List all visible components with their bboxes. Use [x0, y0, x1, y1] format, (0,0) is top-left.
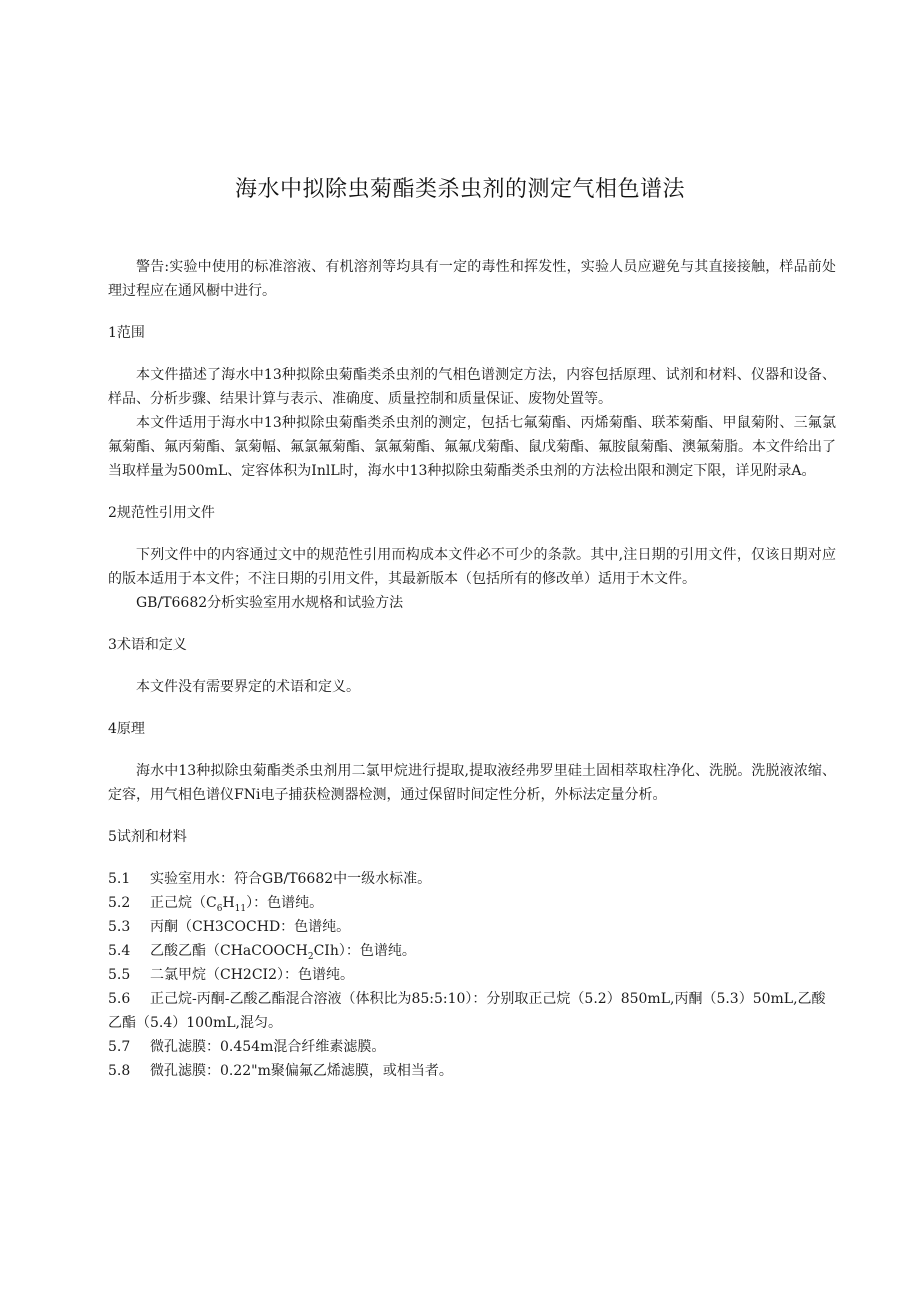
section-heading-normative-references: 2规范性引用文件 — [108, 505, 215, 521]
reagent-item-text: 微孔滤膜：0.22"m聚偏氟乙烯滤膜，或相当者。 — [150, 1063, 453, 1079]
section-heading-reagents: 5试剂和材料 — [108, 829, 187, 845]
section-heading-scope: 1范围 — [108, 325, 145, 341]
reagent-item — [108, 939, 836, 963]
reagent-item-number: 5.1 — [108, 871, 131, 887]
reagent-item — [108, 987, 836, 1035]
reagent-item-text: 实验室用水：符合GB/T6682中一级水标准。 — [150, 871, 432, 887]
reagent-item — [108, 867, 836, 891]
reagent-item — [108, 915, 836, 939]
reagent-item — [108, 1059, 836, 1083]
reagent-item-number: 5.4 — [108, 943, 131, 959]
reagent-item-text: 正己烷$(C_6H_{11})$：色谱纯。 — [150, 895, 324, 914]
reagent-item — [108, 1035, 836, 1059]
document-title: 海水中拟除虫菊酯类杀虫剂的测定气相色谱法 — [234, 177, 685, 202]
reagent-item-text: 乙酸乙酯（CHaCOOCH$_2$CIh）：色谱纯。 — [150, 943, 416, 962]
reagent-item-text: 二氯甲烷（CH2CI2）：色谱纯。 — [150, 967, 354, 983]
reagent-item-text: 微孔滤膜：0.454m混合纤维素滤膜。 — [150, 1039, 386, 1055]
reagent-item — [108, 891, 836, 915]
document-body — [108, 255, 836, 1083]
scope-paragraph-1: 本文件描述了海水中13种拟除虫菊酯类杀虫剂的气相色谱测定方法，内容包括原理、试剂和材料、仪器和设备、样品、分析步骤、结果计算与表示、准确度、质量控制和质量保证、废物处置等。 — [108, 367, 836, 407]
warning-paragraph: 警告:实验中使用的标准溶液、有机溶剂等均具有一定的毒性和挥发性，实验人员应避免与其直接接触，样品前处理过程应在通风橱中进行。 — [108, 259, 836, 299]
reagent-item-text: 丙酮（CH3COCHD：色谱纯。 — [150, 919, 351, 935]
references-paragraph: 下列文件中的内容通过文中的规范性引用而构成本文件必不可少的条款。其中,注日期的引用文件，仅该日期对应的版本适用于本文件；不注日期的引用文件，其最新版本（包括所有的修改单）适用于木文件。 — [108, 547, 836, 587]
terms-paragraph: 本文件没有需要界定的术语和定义。 — [136, 679, 360, 695]
scope-paragraph-2: 本文件适用于海水中13种拟除虫菊酯类杀虫剂的测定，包括七氟菊酯、丙烯菊酯、联苯菊酯、甲鼠菊附、三氟氯氟菊酯、氟丙菊酯、氯菊幅、氟氯氟菊酯、氯氟菊酯、氟氟戊菊酯、鼠戊菊酯、氟胺鼠菊酯、澳氟菊脂。本文件给出了当取样量为500mL、定容体积为InlL时，海水中13种拟除虫菊酯类杀虫剂的方法检出限和测定下限，详见附录A。 — [108, 415, 836, 479]
section-heading-principle: 4原理 — [108, 721, 145, 737]
reagent-item-number: 5.2 — [108, 895, 131, 911]
reagent-item — [108, 963, 836, 987]
reagent-item-number: 5.8 — [108, 1063, 131, 1079]
reagent-item-text: 正己烷-丙酮-乙酸乙酯混合溶液（体积比为85:5:10）：分别取正己烷（5.2）850mL,丙酮（5.3）50mL,乙酸乙酯（5.4）100mL,混匀。 — [108, 991, 826, 1031]
section-heading-terms: 3术语和定义 — [108, 637, 187, 653]
reagent-item-number: 5.6 — [108, 991, 131, 1007]
reagent-item-number: 5.5 — [108, 967, 131, 983]
references-standard-item: GB/T6682分析实验室用水规格和试验方法 — [136, 595, 404, 611]
reagent-item-number: 5.7 — [108, 1039, 131, 1055]
reagent-item-number: 5.3 — [108, 919, 131, 935]
principle-paragraph: 海水中13种拟除虫菊酯类杀虫剂用二氯甲烷进行提取,提取液经弗罗里硅土固相萃取柱净化、洗脱。洗脱液浓缩、定容，用气相色谱仪FNi电子捕获检测器检测，通过保留时间定性分析，外标法定量分析。 — [108, 763, 836, 803]
